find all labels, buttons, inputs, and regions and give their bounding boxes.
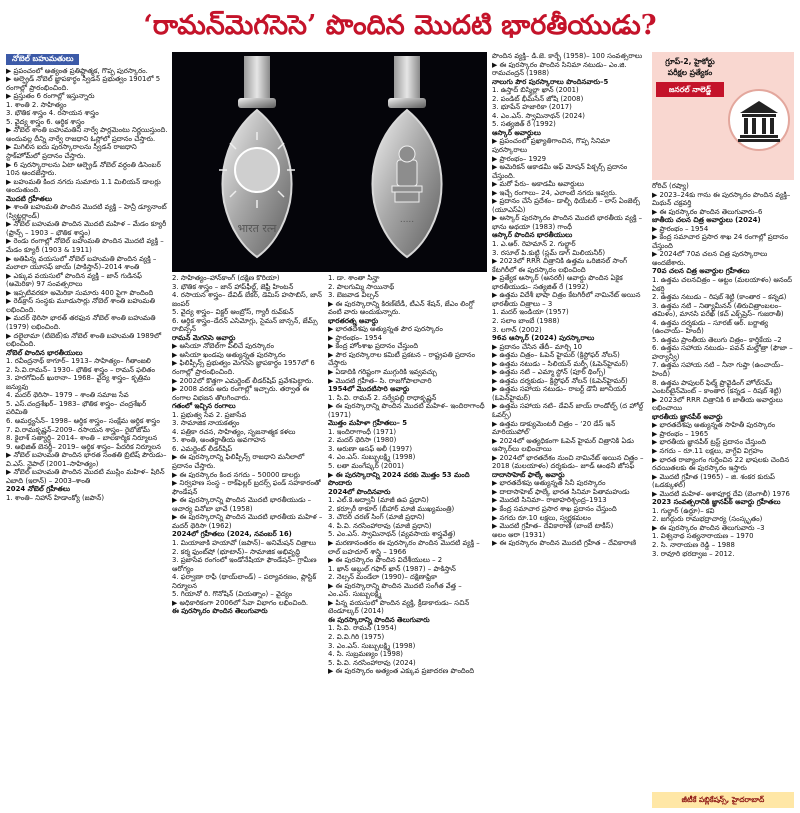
section-heading: దాదాసాహెబ్‌ ఫాల్కే అవార్డు: [492, 470, 565, 479]
text-line: 1. ప్రభుత్వ సేవ 2. ప్రజాసేవ: [172, 410, 247, 419]
section-heading: భారతీయ జ్ఞానపీఠ్‌ అవార్డు: [652, 412, 723, 421]
text-line: ▶ ఆసియా నోబెల్‌గా పిలిచే పురస్కారం: [172, 342, 275, 351]
text-line: 3. అరుణా అసఫ్‌ అలీ (1997): [328, 444, 413, 453]
text-line: ▶ ఉత్తమ దర్శకుడు– క్రిస్టోఫర్‌ నోలన్‌ (ఓపెన్‌హైమర్‌): [492, 376, 628, 385]
text-line: 2. నెల్సన్‌ మండేలా (1990)– దక్షిణాఫ్రికా: [328, 573, 438, 582]
text-line: 2. పాలగుమ్మి సాయినాథ్‌: [328, 282, 395, 291]
text-line: ▶ మొదటి మహిళ– ఆశాపూర్ణ దేవి (బెంగాలీ) 1976: [652, 489, 790, 498]
text-line: ▶ ఆస్కార్‌ పురస్కారం పొందిన మొదటి భారతీయ వ్యక్తి – భాను అథయా (1983) గాంధీ: [492, 214, 643, 231]
text-line: ▶ ఫిలిప్పీన్స్‌ ప్రభుత్వం మెగసెసె జ్ఞాపకార్థం 1957లో 6 రంగాల్లో ప్రారంభించింది.: [172, 359, 315, 377]
text-line: ▶ ఎక్కువ వయసులో పొందిన వ్యక్తి – జాన్‌ గుడినఫ్‌ (అమెరికా) 97 సంవత్సరాలు: [6, 271, 142, 289]
text-line: 2. ఉత్తమ నటుడు – రిషబ్‌ శెట్టి (కాంతార – కన్నడ): [652, 293, 787, 302]
text-line: ▶ నోబెల్‌ బహుమతి పొందిన మొదటి మహిళ – మేడం క్యూరీ (ఫ్రాన్స్‌ – 1903 – భౌతిక శాస్త్రం): [6, 220, 167, 237]
text-line: ▶ ఈ పురస్కారం పొందిన మొదటి గ్రహీత – దేవికారాణి: [492, 539, 637, 548]
text-line: ▶ 2024లో అత్యధికంగా ఓపెన్‌ హైమర్‌ చిత్రానికి ఏడు ఆస్కార్‌లు లభించాయి: [492, 436, 634, 454]
section-heading: గతంలో ఇచ్చిన రంగాలు: [172, 402, 236, 411]
text-line: రోరిచ్‌ (రష్యా): [652, 182, 689, 190]
text-line: 7. ఉత్తమ సహాయ నటి – నీనా గుప్తా (ఉంచాయ్‌–హిందీ): [652, 361, 784, 379]
text-line: 1. సి.వి. రామన్‌ 2. సర్వేపల్లి రాధాకృష్ణన్‌: [328, 393, 437, 402]
text-line: ▶ మరణానంతరం ఈ పురస్కారం పొందిన మొదటి వ్యక్తి – లాల్‌ బహదూర్‌ శాస్త్రి – 1966: [328, 538, 480, 556]
bharat-ratna-medal-photo: [172, 52, 487, 272]
section-heading: మొత్తం మహిళా గ్రహీతలు– 5: [328, 419, 408, 428]
text-line: ▶ అధికారికంగా 2006లో సేవా విభాగం లభించింది.: [172, 598, 309, 607]
text-line: 1. ఇందిరాగాంధీ (1971): [328, 427, 397, 436]
text-line: ▶ ఈ పురస్కారాన్ని ఫిలిప్పీన్స్‌ రాజధాని మనీలాలో ప్రదానం చేస్తారు.: [172, 453, 305, 471]
text-line: ▶ బహుమతి కింద నగదు సుమారు 1.1 మిలియన్‌ డాలర్లు అందుతుంది.: [6, 177, 161, 195]
section-heading: ▶ ఈ పురస్కారాన్ని 2024 వరకు మొత్తం 53 మంది పొందారు: [328, 470, 470, 488]
text-line: ▶ ఇప్పటివరకూ అమెరికా సుమారు 400 పైగా పొందింది: [6, 288, 154, 297]
text-line: ▶ అమెరికన్‌ అకాడమీ ఆఫ్‌ మోషన్‌ పిక్చర్స్‌ ప్రదానం చేస్తుంది.: [492, 163, 628, 180]
text-line: ▶ ఈ పురస్కారాన్ని పొందిన మొదటి భారతీయుడు – ఆచార్య వినోబా భావే (1958): [172, 496, 312, 513]
text-line: 5. వైద్య శాస్త్రం– విక్టర్‌ ఆంబ్రోస్‌, గ్యారీ రువ్‌కున్‌: [172, 308, 294, 317]
text-line: ▶ ఆసియా ఖండపు అత్యున్నత పురస్కారం: [172, 350, 286, 359]
text-line: 6. ఆర్థిక శాస్త్రం–డేరన్‌ ఎసిమోగ్లు, సైమన్‌ జాన్సన్‌, జేమ్స్‌ రాబిన్సన్‌: [172, 316, 318, 334]
text-line: 3. ఎం.ఎస్‌. సుబ్బులక్ష్మి (1998): [328, 641, 416, 650]
text-line: 5. ఎస్‌.చంద్రశేఖర్‌– 1983– భౌతిక శాస్త్రం– చంద్రశేఖర్‌ పరిమితి: [6, 399, 147, 417]
text-line: 4. పి.వి. నరసింహారావు (మాజీ ప్రధాని): [328, 521, 432, 530]
series-label-box: [652, 52, 794, 180]
text-line: ▶ ఉత్తమ సహాయ నటి– డేవిన్‌ జాయ్‌ రాండోల్ఫ్‌ (ద హోల్డ్‌ ఓవర్స్‌): [492, 402, 644, 419]
text-line: ▶ దాదాసాహెబ్‌ ఫాల్కే భారత సినిమా పితామహుడు: [492, 487, 630, 496]
section-heading: 1954లో మొదటిసారి అవార్డు: [328, 385, 410, 394]
text-line: 2. జగద్గురు రామభద్రాచార్య (సంస్కృతం): [652, 515, 763, 524]
text-line: 4. ఫర్వాణా రాఫీ (థాయ్‌లాండ్‌) – పర్యావరణం, ప్లాస్టిక్‌ నిర్మూలన: [172, 573, 317, 590]
section-heading: 96వ ఆస్కార్‌ (2024) పురస్కారాలు: [492, 334, 595, 343]
text-line: 1. మదర్‌ ఇండియా (1957): [492, 308, 569, 317]
text-line: పొందిన వ్యక్తి– డి.జె. కార్బే (1958)– 100 సంవత్సరాలు: [492, 52, 643, 60]
text-line: ▶ ప్రారంభం – 1954: [652, 224, 709, 233]
section-heading: నోబెల్‌ బహుమతులు: [6, 54, 79, 65]
text-line: ▶ కేంద్ర సమాచార ప్రసార శాఖ 24 రంగాల్లో ప్రదానం చేస్తుంది: [652, 233, 788, 250]
text-line: 5. ఎం.ఎస్‌. స్వామినాథన్‌ (వ్యవసాయ శాస్త్రవేత్త): [328, 530, 456, 539]
text-line: 4. ఎం.ఎస్‌. స్వామినాథన్‌ (2024): [492, 111, 585, 120]
section-heading: ఆస్కార్‌ పొందిన భారతీయులు: [492, 231, 573, 240]
text-line: 1. శాంతి 2. సాహిత్యం: [6, 100, 67, 109]
text-line: ▶ నోబెల్‌ బహుమతి పొందిన మొదటి ముస్లిం మహిళ– షిరిన్‌ ఎబాది (ఇరాన్‌) – 2003–శాంతి: [6, 468, 165, 485]
text-line: ▶ ప్రారంభం – 1965: [652, 429, 709, 438]
medal-inscription: भारत रत्न: [237, 222, 277, 235]
text-line: ▶ ఈ పురస్కారం కింద నగదు – 50000 డాలర్లు: [172, 470, 301, 479]
text-line: 3. లగాన్‌ (2002): [492, 325, 542, 334]
text-line: ▶ నిర్వహణ సంస్థ – రాక్‌ఫెల్లర్‌ బ్రదర్స్‌ ఫండ్‌ సహకారంతో ఫౌండేషన్‌: [172, 479, 321, 496]
text-line: ▶ ఉత్తమ విదేశీ భాషా చిత్రం కేటగిరీలో నామినేట్‌ అయిన భారతీయ చిత్రాలు – 3: [492, 291, 641, 308]
text-line: 1. సి.వి. రామన్‌ (1954): [328, 624, 397, 633]
text-line: 4. ఎం.ఎస్‌. సుబ్బులక్ష్మి (1998): [328, 453, 416, 462]
text-line: ▶ నగదు రూ.10 లక్షలు, స్వర్ణకమలం: [492, 513, 592, 522]
text-line: ▶ ప్రపంచంలో అత్యంత ప్రతిష్ఠాత్మక, గొప్ప పురస్కారం.: [6, 66, 148, 75]
text-line: ▶ భారత రాజ్యాంగం గుర్తించిన 22 భాషలకు చెందిన రచయితలకు ఈ పురస్కారం ఇస్తారు: [652, 455, 790, 473]
text-line: ▶ మరో పేరు– అకాడమీ అవార్డులు: [492, 180, 585, 189]
text-line: ▶ మొదటి గ్రహీత– దేవికారాణి (బాంబే టాకీస్‌): [492, 522, 614, 531]
column-5: [652, 182, 794, 790]
text-line: ▶ పిన్న వయసులో పొందిన వ్యక్తి, క్రీడాకారుడు– సచిన్‌ టెండూల్కర్‌ (2014): [328, 598, 470, 616]
text-line: ▶ కేంద్ర హోంశాఖ ప్రదానం చేస్తుంది: [328, 342, 419, 351]
text-line: ▶ 6 పురస్కారాలను ఏటా ఆల్ఫ్రెడ్‌ నోబెల్‌ వర్ధంతి డిసెంబర్‌ 10న అందజేస్తారు.: [6, 160, 161, 178]
text-line: 3. భౌతిక శాస్త్రం – జాన్‌ హాప్‌ఫీల్డ్‌, జెఫ్రీ హింటన్‌: [172, 282, 294, 291]
section-heading: 2024 నోబెల్‌ గ్రహీతలు: [6, 485, 70, 494]
text-line: ▶ 2023లో RRR చిత్రానికి 6 జాతీయ అవార్డులు లభించాయి: [652, 395, 783, 413]
text-line: 2. సాహిత్యం–హాన్‌కాంగ్‌ (దక్షిణ కొరియా): [172, 274, 280, 282]
text-line: ▶ పౌర పురస్కారాల కమిటీ ప్రకటన – రాష్ట్రపతి ప్రదానం చేస్తారు: [328, 350, 476, 368]
text-line: ▶ ఉత్తమ డాక్యుమెంటరీ చిత్రం – ‘20 డేస్‌ ఇన్‌ మారియుపోల్‌’: [492, 419, 616, 437]
text-line: 1. గుల్జార్‌ (ఉర్దూ)– కవి: [652, 506, 715, 515]
section-heading: 70వ చలన చిత్ర అవార్డుల గ్రహీతలు: [652, 267, 750, 276]
box-line-3: జనరల్‌ నాలెడ్జ్‌: [656, 82, 724, 97]
text-line: ▶ ఉత్తమ నటి – ఎమ్మా స్టోన్‌ (పూర్‌ థింగ్స్‌): [492, 368, 606, 377]
text-line: ▶ ప్రపంచంలో ప్రఖ్యాతిగాంచిన, గొప్ప సినిమా పురస్కారాలు: [492, 137, 611, 155]
column-1: [6, 52, 168, 807]
text-line: 3. చౌదరి చరణ్‌ సింగ్‌ (మాజీ ప్రధాని): [328, 513, 425, 522]
text-line: ▶ మొదటి గ్రహీత (1965) – జి. శంకర కురుప్‌ (ఒడక్కుళల్‌): [652, 472, 775, 490]
text-line: ▶ రెడ్‌క్రాస్‌ సంస్థకు మూడుసార్లు నోబెల్‌ శాంతి బహుమతి లభించింది.: [6, 297, 155, 314]
text-line: ▶ నగదు – రూ.11 లక్షలు, వాగ్దేవి విగ్రహం: [652, 446, 764, 455]
text-line: 5. ఉత్తమ ప్రాంతీయ తెలుగు చిత్రం– కార్తికేయ –2: [652, 335, 782, 344]
text-line: ▶ 2024లో 70వ చలన చిత్ర పురస్కారాలు అందజేశారు.: [652, 250, 768, 267]
text-line: 6. ఉత్తమ సహాయ నటుడు– పవన్‌ మల్హోత్రా (ఫౌజా – హర్యాన్వీ): [652, 344, 793, 361]
text-line: 2. పండిట్‌ భీమ్‌సేన్‌ జోషి (2008): [492, 94, 584, 103]
text-line: 3. సామాజిక నాయకత్వం: [172, 419, 240, 428]
text-line: 2. కర్పూరీ ఠాకూర్‌ (బీహార్‌ మాజీ ముఖ్యమంత్రి): [328, 504, 455, 513]
medal-front: [219, 56, 295, 257]
text-line: ▶ భారతీయ జ్ఞానపీఠ్‌ ట్రస్ట్‌ ప్రదానం చేస్తుంది: [652, 438, 766, 447]
text-line: 3. రావూరి భరద్వాజ – 2012.: [652, 549, 735, 558]
text-line: ▶ నోబెల్‌ శాంతి బహుమతిని నార్వే పార్లమెంటు నిర్ణయిస్తుంది. అందువల్ల దీన్ని నార్వే రాజధాని ఓస్లోలో ప్రదానం చేస్తారు.: [6, 126, 168, 143]
sun-emblem: [235, 148, 279, 192]
text-line: ▶ కేంద్ర సమాచార ప్రసార శాఖ ప్రదానం చేస్తుంది: [492, 504, 617, 513]
text-line: ▶ 2023–24కు గాను ఈ పురస్కారం పొందిన వ్యక్తి– మిథున్‌ చక్రవర్తి: [652, 190, 791, 208]
text-line: ▶ ఈ పురస్కారాన్ని పొందిన మొదటి మహిళ– ఇందిరాగాంధీ (1971): [328, 402, 485, 419]
text-line: ▶ ఇచ్చే రంగాలు– 24, ఎలాంటి నగదు ఇవ్వరు.: [492, 188, 618, 197]
text-line: ▶ ఈ పురస్కారం పొందిన విదేశీయులు – 2: [328, 556, 443, 565]
text-line: 3. ఉత్తమ నటి – నిత్యామీనన్‌ (తిరుచిత్రాంబలం– తమిళం), మానసి పరేఖ్‌ (కచ్‌ ఎక్స్‌ప్రెస్‌– గుజరాతీ): [652, 301, 784, 319]
text-line: ▶ ప్రారంభం– 1929: [492, 154, 547, 163]
text-line: ▶ భారతదేశపు అత్యున్నత పౌర పురస్కారం: [328, 325, 443, 334]
text-line: 2. సి.వి.రామన్‌– 1930– భౌతిక శాస్త్రం – రామన్‌ ఫలితం: [6, 365, 155, 374]
text-line: 3. భౌతిక శాస్త్రం 4. రసాయన శాస్త్రం: [6, 109, 99, 118]
section-heading: 2024లో గ్రహీతలు (2024, నవంబర్‌ 16): [172, 530, 292, 539]
section-heading: ఈ పురస్కారం పొందిన తెలుగువారు: [172, 607, 268, 616]
text-line: ▶ శాంతి బహుమతి పొందిన మొదటి వ్యక్తి – హెన్రీ డ్యూనాంట్‌ (స్విట్జర్లాండ్‌): [6, 203, 167, 220]
article-headline: ‘రామన్‌మెగసెసె’ పొందిన మొదటి భారతీయుడు?: [143, 10, 657, 41]
text-line: ▶ ఈ పురస్కారాన్ని పొందిన మొదటి భారతీయ మహిళ – మదర్‌ థెరిసా (1962): [172, 513, 323, 530]
text-line: 4. ఉత్తమ దర్శకుడు – సూరజ్‌ ఆర్‌. బర్జాత్య (ఉంచాయ్‌– హిందీ): [652, 318, 769, 336]
text-line: 3. భూపేన్‌ హజారికా (2017): [492, 103, 572, 112]
text-line: ▶ ఉత్తమ సహాయ నటుడు– రాబర్ట్‌ డౌనీ జూనియర్‌ (ఓపెన్‌హైమర్‌): [492, 385, 627, 402]
box-line-2: పరీక్షల ప్రత్యేకం: [667, 68, 713, 77]
section-heading: భారతరత్న అవార్డు: [328, 316, 379, 325]
text-line: 6. ఎమర్జెంట్‌ లీడర్‌షిప్‌: [172, 444, 233, 453]
section-heading: జాతీయ చలన చిత్ర అవార్డులు (2024): [652, 216, 761, 225]
medal-illustration: [172, 52, 487, 272]
text-line: ▶ నోబెల్‌ బహుమతి పొందిన భారత సంతతి బ్రిటిష్‌ పౌరుడు–వి.ఎస్‌. నైపాల్‌ (2001–సాహిత్యం): [6, 451, 167, 468]
text-line: 1. ఎ.ఆర్‌. రెహమాన్‌ 2. గుల్జార్‌: [492, 240, 576, 249]
text-line: ▶ ఈ పురస్కారం అత్యంత ఎక్కువ ప్రజాదరణ పొందింది: [328, 667, 475, 676]
text-line: ▶ దలైలామా (టిబెట్‌)కు నోబెల్‌ శాంతి బహుమతి 1989లో లభించింది.: [6, 331, 162, 349]
building-icon: [728, 68, 790, 172]
text-line: 2. వి.వి.గిరి (1975): [328, 632, 385, 641]
text-line: 6. అమర్త్యసేన్‌– 1998– ఆర్థిక శాస్త్రం– సంక్షేమ ఆర్థిక శాస్త్రం: [6, 416, 160, 425]
text-line: ▶ మొదటి గ్రహీత– సి. రాజగోపాలాచారి: [328, 376, 432, 385]
text-line: 1. ఉత్తమ చలనచిత్రం – ఆట్టం (మలయాళం) ఆనంద్‌ ఏకర్షి: [652, 276, 793, 293]
text-line: 4. మదర్‌ థెరిసా– 1979 – శాంతి సమాజ సేవ: [6, 391, 129, 400]
text-line: 1. ఉస్తాద్‌ బిస్మిల్లా ఖాన్‌ (2001): [492, 86, 579, 95]
text-line: ▶ ఈ పురస్కారం పొందిన తెలుగువారు–6: [652, 207, 763, 216]
text-line: 3. హరగోవింద్‌ ఖురానా– 1968– వైద్య శాస్త్రం– కృత్రిమ జన్యువు: [6, 374, 151, 391]
text-line: 2. మదర్‌ థెరిసా (1980): [328, 436, 397, 445]
text-line: ▶ ఏడాదికి గరిష్టంగా ముగ్గురికి ఇవ్వవచ్చు: [328, 368, 437, 377]
text-line: 1. ఎల్‌.కె.అద్వానీ (మాజీ ఉప ప్రధాని): [328, 496, 429, 505]
text-line: 1. విశ్వనాథ సత్యనారాయణ – 1970: [652, 532, 754, 541]
text-line: ▶ ఈ పురస్కారాన్ని పొందిన మొదటి సంగీత వేత్త – ఎం.ఎస్‌. సుబ్బులక్ష్మి: [328, 581, 462, 599]
text-line: ▶ రెండు రంగాల్లో నోబెల్‌ బహుమతి పొందిన మొదటి వ్యక్తి – మేడం క్యూరీ (1903 & 1911): [6, 237, 164, 255]
medal-back: [372, 56, 441, 257]
section-heading: 2024లో పొందినవారు: [328, 487, 391, 496]
text-line: 1. రవీంద్రనాథ్‌ ఠాగూర్‌– 1913– సాహిత్యం– గీతాంజలి: [6, 357, 151, 366]
text-line: అలం ఆరా (1931): [492, 530, 546, 539]
text-line: ▶ మదర్‌ థెరిసా భారత్‌ తరఫున నోబెల్‌ శాంతి బహుమతి (1979) లభించింది.: [6, 314, 156, 331]
section-heading: ఈ పురస్కారాన్ని పొందిన తెలుగువారు: [328, 615, 430, 624]
text-line: ▶ మొదటి సినిమా– రాజాహరిశ్చంద్ర–1913: [492, 496, 607, 505]
text-line: 4. రసాయన శాస్త్రం– డేవిడ్‌ బేకర్‌, డెమిస్‌ హసాబిస్‌, జాన్‌ జంపర్‌: [172, 291, 322, 308]
text-line: ▶ ఉత్తమ నటుడు – సిలియన్‌ మర్ఫీ (ఓపెన్‌హైమర్‌): [492, 359, 629, 368]
text-line: ▶ 2023లో RRR చిత్రానికి ఉత్తమ ఒరిజినల్‌ సాంగ్‌ కేటగిరీలో ఈ పురస్కారం లభించింది: [492, 257, 628, 274]
text-line: 1. డా. శాంతా సిన్హా: [328, 274, 380, 282]
section-heading: రామన్‌ మెగసెసె అవార్డు: [172, 333, 236, 342]
text-line: 4. సి. సుబ్రమణ్యం (1998): [328, 650, 403, 659]
text-line: 4. పత్రికా రచన, సాహిత్యం, సృజనాత్మక కళలు: [172, 427, 296, 436]
text-line: ▶ ఈ పురస్కారాన్ని కిరణ్‌బేడీ, టీఎన్‌ శేషన్‌, జేఎం లింగ్డో వంటి వారు అందుకున్నారు.: [328, 299, 475, 317]
text-line: ▶ భారతదేశపు అత్యున్నత సాహితీ పురస్కారం: [652, 421, 776, 430]
svg-text:.....: .....: [399, 215, 415, 225]
text-line: ▶ భారతదేశపు అత్యున్నత సినీ పురస్కారం: [492, 479, 606, 488]
text-line: ▶ ఉత్తమ చిత్రం– ఓపెన్‌ హైమర్‌ (క్రిస్టోఫర్‌ నోలన్‌): [492, 351, 620, 360]
text-line: 2. సి. నారాయణ రెడ్డి – 1988: [652, 540, 735, 549]
text-line: ▶ ప్రదానం చేసిన తేదీ– మార్చి 10: [492, 342, 583, 351]
text-line: 5. పి.వి. నరసింహారావు (2024): [328, 658, 416, 667]
column-3: [328, 274, 486, 809]
text-line: ▶ ప్రత్యేక ఆస్కార్‌ (ఆనరరీ) అవార్డు పొందిన ఏకైక భారతీయుడు– సత్యజిత్‌ రే (1992): [492, 274, 623, 291]
text-line: 1. శాంతి– నిహాన్‌ హిడాంక్యో (జపాన్‌): [6, 493, 105, 502]
text-line: 2. కర్మ ఫుంట్‌షో (భూటాన్‌)– సామాజిక అభివృద్ధి: [172, 547, 301, 556]
text-line: 8. కైలాశ్‌ సత్యార్థి– 2014– శాంతి – బాలకార్మిక నిర్మూలన: [6, 434, 158, 443]
text-line: 3. ప్రజాసేవ రంగంలో ఇండోనేషియా ఫౌండేషన్‌– గ్రామీణ ఆరోగ్యం: [172, 556, 317, 573]
text-line: ▶ ప్రారంభం– 1954: [328, 333, 383, 342]
section-heading: 2023 సంవత్సరానికి జ్ఞానపీఠ్‌ అవార్డు గ్రహీతలు: [652, 498, 781, 507]
text-line: ▶ ఈ పురస్కారం పొందిన తెలుగువారు –3: [652, 523, 765, 532]
box-line-1: గ్రూప్‌-2, హైకోర్టు: [665, 57, 715, 66]
text-line: 3. బెజవాడ విల్సన్‌: [328, 291, 379, 300]
text-line: ▶ అతిపిన్న వయసులో నోబెల్‌ బహుమతి పొందిన వ్యక్తి – మలాలా యూసఫ్‌ జాయ్‌ (పాకిస్తాన్‌)–2014 శాంతి: [6, 254, 157, 272]
text-line: 5. శాంతి, అంతర్జాతీయ అవగాహన: [172, 436, 266, 445]
text-line: ▶ 2024లో భారతదేశం నుంచి నామినేట్‌ అయిన చిత్రం – 2018 (మలయాళం) దర్శకుడు– జూడ్‌ ఆంథనీ జోసఫ్‌: [492, 453, 644, 471]
text-line: 7. వి.రామకృష్ణన్‌–2009– రసాయన శాస్త్రం– రైబోజోమ్‌: [6, 425, 150, 434]
text-line: 9. అభిజిత్‌ బెనర్జీ– 2019– ఆర్థిక శాస్త్రం– పేదరిక నిర్మూలన: [6, 442, 161, 451]
column-2: [172, 274, 324, 809]
text-line: ▶ 2008 వరకు ఆరు రంగాల్లో ఇచ్చారు. తర్వాత ఈ రంగాల విభజన తొలగించారు.: [172, 385, 310, 402]
text-line: ▶ ఆల్ఫ్రెడ్‌ నోబెల్‌ జ్ఞాపకార్థం స్వీడన్‌ ప్రభుత్వం 1901లో 5 రంగాల్లో ప్రారంభించింది.: [6, 75, 161, 92]
section-heading: నాలుగు పౌర పురస్కారాలు పొందినవారు–5: [492, 77, 609, 86]
text-line: ▶ ఈ పురస్కారం పొందిన సినిమా నటుడు– ఎం.జి. రామచంద్రన్‌ (1988): [492, 60, 627, 78]
text-line: 5. సత్యజిత్‌ రే (1992): [492, 120, 556, 129]
text-line: 1. మియాజాకి హయావో (జపాన్‌)– అనిమేషన్‌ చిత్రాలు: [172, 538, 316, 547]
section-heading: మొదటి గ్రహీతలు: [6, 194, 53, 203]
section-heading: ఆస్కార్‌ అవార్డులు: [492, 128, 541, 137]
text-line: 5. గియానో రి. గొనోషిన్‌ (వియత్నాం) – వైద్యం: [172, 590, 293, 599]
text-line: 3. రసూల్‌ పి.కుట్టి (స్లమ్‌ డాగ్‌ మిలియనీర్‌): [492, 248, 606, 257]
text-line: 1. ఖాన్‌ అబ్దుల్‌ గఫార్‌ ఖాన్‌ (1987) – పాకిస్తాన్‌: [328, 564, 456, 573]
column-4: [492, 52, 647, 809]
text-line: ▶ ప్రస్తుతం 6 రంగాల్లో ఇస్తున్నారు: [6, 92, 95, 101]
text-line: 5. వైద్య శాస్త్రం 6. ఆర్థిక శాస్త్రం: [6, 117, 85, 126]
text-line: 5. లతా మంగేష్కర్‌ (2001): [328, 462, 404, 471]
text-line: 8. ఉత్తమ పాపులర్‌ ఫిల్మ్‌ ప్రొవైడింగ్‌ హోల్‌సమ్‌ ఎంటర్‌టైన్‌మెంట్‌ – కాంతార (కన్నడ – రిషబ్‌ శెట్టి): [652, 378, 782, 396]
publisher-credit: జీటీకే పబ్లికేషన్స్‌, హైదరాబాద్‌: [652, 792, 794, 808]
text-line: 2. సలాం బాంబే (1988): [492, 316, 560, 325]
text-line: ▶ ప్రదానం చేసే ప్రదేశం– డాల్బీ థియేటర్‌ – లాస్‌ ఏంజెల్స్‌ (యూఎస్‌ఏ): [492, 197, 640, 214]
text-line: ▶ 2002లో కొత్తగా ఎమర్జెంట్‌ లీడర్‌షిప్‌ ప్రవేశపెట్టారు.: [172, 376, 314, 385]
section-heading: నోబెల్‌ పొందిన భారతీయులు: [6, 348, 83, 357]
text-line: ▶ మిగిలిన ఐదు పురస్కారాలను స్వీడన్‌ రాజధాని స్టాక్‌హోమ్‌లో ప్రదానం చేస్తారు.: [6, 143, 137, 161]
